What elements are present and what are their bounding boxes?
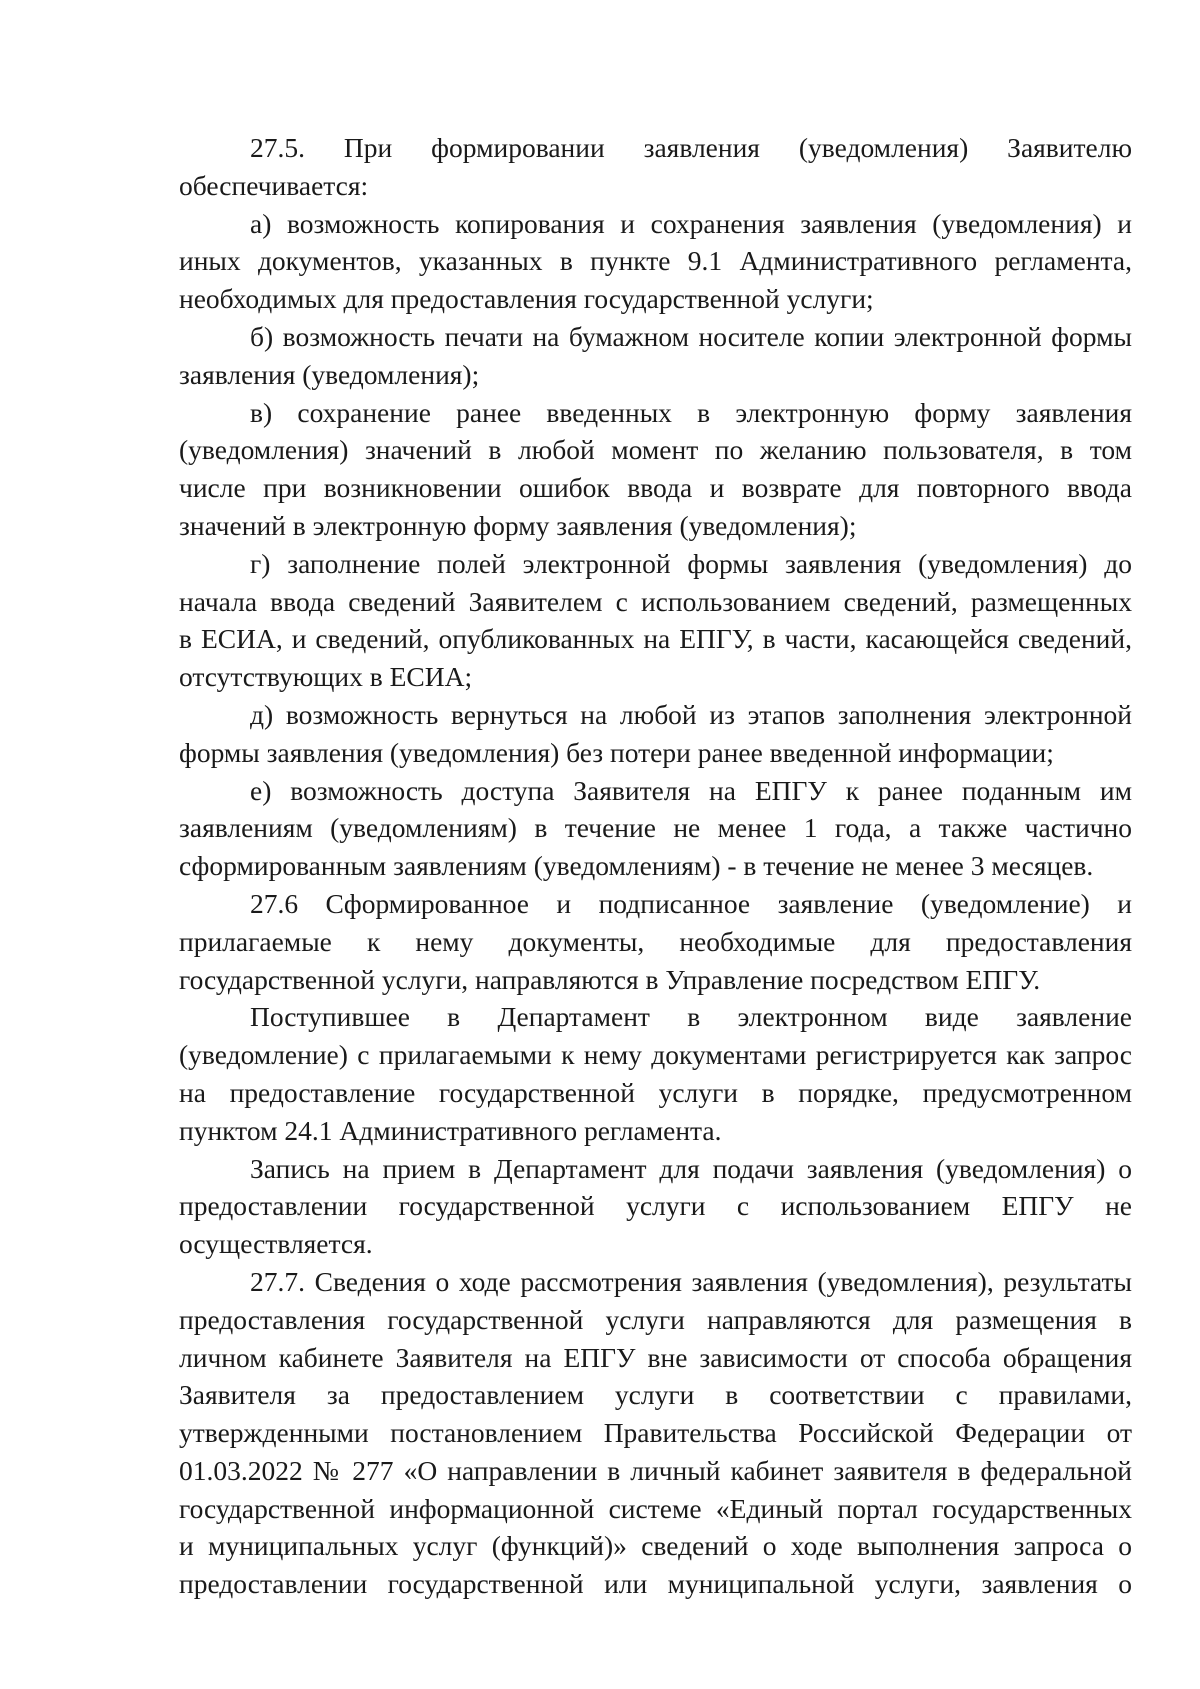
text-line: 27.5. При формировании заявления (уведомления) Заявителю xyxy=(250,132,1132,163)
text-line: на предоставление государственной услуги в порядке, предусмотренном xyxy=(179,1076,1132,1108)
text-line: в ЕСИА, и сведений, опубликованных на ЕПГУ, в части, касающейся сведений, xyxy=(179,623,1132,655)
paragraph-received xyxy=(179,998,1132,1149)
paragraph-item-v xyxy=(179,394,1132,545)
text-line: д) возможность вернуться на любой из этапов заполнения электронной xyxy=(250,698,1132,730)
paragraph-appointment xyxy=(179,1150,1132,1263)
text-line: 27.6 Сформированное и подписанное заявление (уведомление) и xyxy=(250,887,1132,919)
text-line: личном кабинете Заявителя на ЕПГУ вне зависимости от способа обращения xyxy=(179,1341,1132,1373)
text-line: предоставления государственной услуги направляются для размещения в xyxy=(179,1303,1132,1335)
document-body xyxy=(179,129,1132,1603)
paragraph-27-5 xyxy=(179,129,1132,205)
text-line: предоставлении государственной услуги с использованием ЕПГУ не xyxy=(179,1190,1132,1222)
text-line: (уведомления) значений в любой момент по желанию пользователя, в том xyxy=(179,434,1132,466)
text-line: сформированным заявлениям (уведомлениям) - в течение не менее 3 месяцев. xyxy=(179,850,1094,882)
text-line: г) заполнение полей электронной формы заявления (уведомления) до xyxy=(250,547,1132,579)
text-line: предоставлении государственной или муниципальной услуги, заявления о xyxy=(179,1568,1132,1600)
text-line: осуществляется. xyxy=(179,1228,373,1260)
text-line: иных документов, указанных в пункте 9.1 Административного регламента, xyxy=(179,245,1132,277)
text-line: е) возможность доступа Заявителя на ЕПГУ к ранее поданным им xyxy=(250,774,1132,806)
paragraph-item-g xyxy=(179,545,1132,696)
text-line: (уведомление) с прилагаемыми к нему документами регистрируется как запрос xyxy=(179,1039,1132,1071)
text-line: в) сохранение ранее введенных в электронную форму заявления xyxy=(250,396,1132,428)
text-line: и муниципальных услуг (функций)» сведений о ходе выполнения запроса о xyxy=(179,1530,1132,1562)
text-line: утвержденными постановлением Правительства Российской Федерации от xyxy=(179,1417,1132,1449)
text-line: государственной услуги, направляются в Управление посредством ЕПГУ. xyxy=(179,963,1041,995)
text-line: пунктом 24.1 Административного регламента. xyxy=(179,1114,722,1146)
paragraph-item-d xyxy=(179,696,1132,772)
text-line: 27.7. Сведения о ходе рассмотрения заявления (уведомления), результаты xyxy=(250,1265,1132,1297)
paragraph-item-b xyxy=(179,318,1132,394)
text-line: Заявителя за предоставлением услуги в соответствии с правилами, xyxy=(179,1379,1132,1411)
paragraph-27-6 xyxy=(179,885,1132,998)
text-line: значений в электронную форму заявления (уведомления); xyxy=(179,509,857,541)
text-line: заявления (уведомления); xyxy=(179,358,480,390)
paragraph-item-e xyxy=(179,772,1132,885)
text-line: б) возможность печати на бумажном носителе копии электронной формы xyxy=(250,320,1132,352)
text-line: необходимых для предоставления государственной услуги; xyxy=(179,283,874,315)
text-line: Поступившее в Департамент в электронном виде заявление xyxy=(250,1001,1132,1033)
text-line: формы заявления (уведомления) без потери ранее введенной информации; xyxy=(179,736,1054,768)
text-line: государственной информационной системе «Единый портал государственных xyxy=(179,1492,1132,1524)
text-line: числе при возникновении ошибок ввода и возврате для повторного ввода xyxy=(179,472,1132,504)
text-line: отсутствующих в ЕСИА; xyxy=(179,661,473,693)
paragraph-27-7 xyxy=(179,1263,1132,1603)
text-line: заявлениям (уведомлениям) в течение не менее 1 года, а также частично xyxy=(179,812,1132,844)
text-line: начала ввода сведений Заявителем с использованием сведений, размещенных xyxy=(179,585,1132,617)
text-line: а) возможность копирования и сохранения заявления (уведомления) и xyxy=(250,207,1132,239)
text-line: Запись на прием в Департамент для подачи заявления (уведомления) о xyxy=(250,1152,1132,1184)
text-line: обеспечивается: xyxy=(179,169,369,201)
paragraph-item-a xyxy=(179,205,1132,318)
text-line: 01.03.2022 № 277 «О направлении в личный кабинет заявителя в федеральной xyxy=(179,1454,1132,1486)
text-line: прилагаемые к нему документы, необходимые для предоставления xyxy=(179,925,1132,957)
